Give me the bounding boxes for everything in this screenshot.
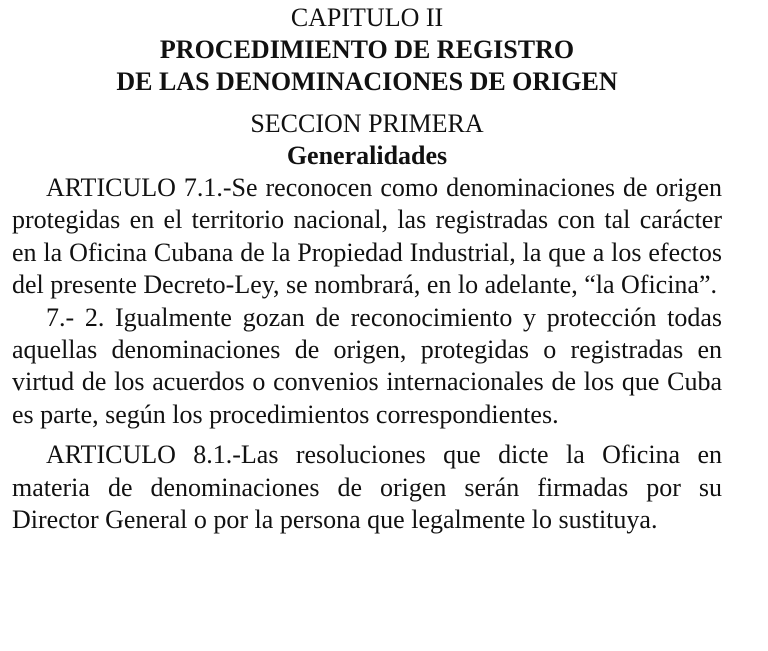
article-7-1-paragraph: ARTICULO 7.1.-Se reconocen como denominaciones de origen protegidas en el territorio nacional, las registradas con tal carácter en la Oficina Cubana de la Propiedad Industrial, la que a los efectos del presente Decreto-Ley, se nombrará, en lo adelante, “la Oficina”. <box>12 173 722 300</box>
article-7-2-paragraph: 7.- 2. Igualmente gozan de reconocimiento y protección todas aquellas denominaciones de origen, protegidas o registradas en virtud de los acuerdos o convenios internacionales de los que Cuba es parte, según los procedimientos correspondientes. <box>12 302 722 429</box>
chapter-heading: CAPITULO II <box>290 3 444 32</box>
section-heading: SECCION PRIMERA <box>250 109 484 138</box>
section-title: Generalidades <box>286 141 448 170</box>
title-line-1: PROCEDIMIENTO DE REGISTRO <box>159 35 575 64</box>
article-8-1-paragraph: ARTICULO 8.1.-Las resoluciones que dicte la Oficina en materia de denominaciones de origen serán firmadas por su Director General o por la persona que legalmente lo sustituya. <box>12 440 722 535</box>
title-line-2: DE LAS DENOMINACIONES DE ORIGEN <box>116 67 618 96</box>
